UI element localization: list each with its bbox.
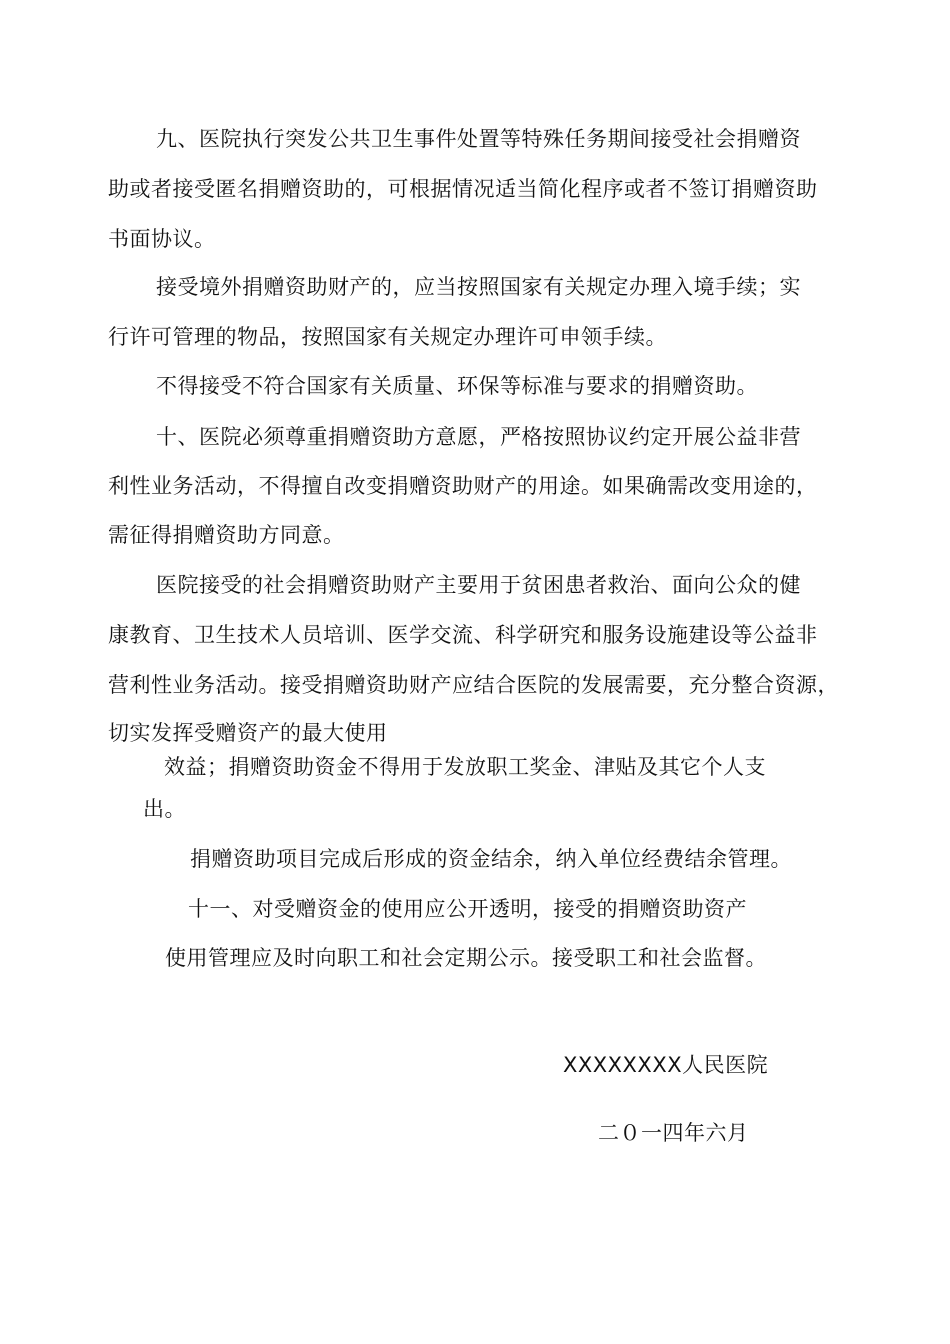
text-line: 利性业务活动，不得擅自改变捐赠资助财产的用途。如果确需改变用途的， — [108, 474, 818, 498]
text-line: 使用管理应及时向职工和社会定期公示。接受职工和社会监督。 — [165, 946, 767, 970]
text-line: 书面协议。 — [108, 227, 216, 251]
text-line: 需征得捐赠资助方同意。 — [108, 523, 345, 547]
text-line: 十一、对受赠资金的使用应公开透明，接受的捐赠资助资产 — [188, 897, 747, 921]
text-line: 九、医院执行突发公共卫生事件处置等特殊任务期间接受社会捐赠资 — [156, 127, 801, 151]
text-line: 行许可管理的物品，按照国家有关规定办理许可申领手续。 — [108, 325, 667, 349]
text-line: 康教育、卫生技术人员培训、医学交流、科学研究和服务设施建设等公益非 — [108, 623, 818, 647]
text-line: 接受境外捐赠资助财产的，应当按照国家有关规定办理入境手续；实 — [156, 275, 801, 299]
signature-date: 二０一四年六月 — [598, 1121, 749, 1145]
text-line: 十、医院必须尊重捐赠资助方意愿，严格按照协议约定开展公益非营 — [156, 425, 801, 449]
text-line: 营利性业务活动。接受捐赠资助财产应结合医院的发展需要，充分整合资源， — [108, 673, 839, 697]
text-line: 效益；捐赠资助资金不得用于发放职工奖金、津贴及其它个人支 — [164, 755, 766, 779]
text-line: 不得接受不符合国家有关质量、环保等标准与要求的捐赠资助。 — [156, 374, 758, 398]
signature-organization: XXXXXXXX人民医院 — [563, 1053, 769, 1077]
text-line: 切实发挥受赠资产的最大使用 — [108, 721, 388, 745]
text-line: 医院接受的社会捐赠资助财产主要用于贫困患者救治、面向公众的健 — [156, 573, 801, 597]
text-line: 捐赠资助项目完成后形成的资金结余，纳入单位经费结余管理。 — [190, 847, 792, 871]
text-line: 出。 — [143, 797, 186, 821]
text-line: 助或者接受匿名捐赠资助的，可根据情况适当简化程序或者不签订捐赠资助 — [108, 177, 818, 201]
